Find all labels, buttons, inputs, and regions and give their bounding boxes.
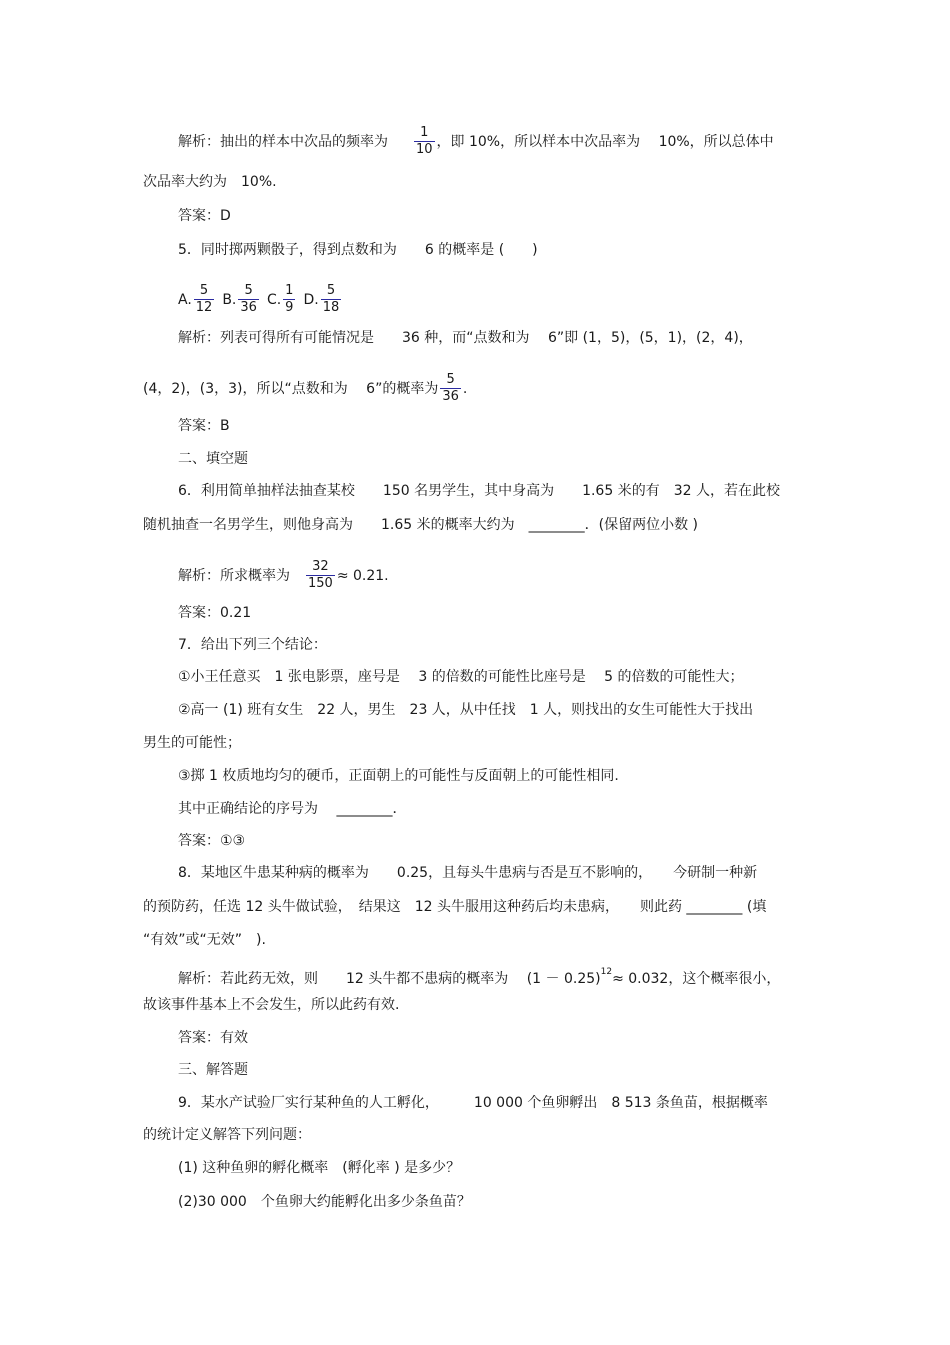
q4-analysis-fraction (414, 125, 435, 158)
q5-option-fraction (321, 283, 342, 316)
section-heading-solve: 三、解答题 (178, 1062, 248, 1078)
q5-analysis-text-c: . (462, 380, 468, 397)
q9-stem-line1: 9．某水产试验厂实行某种鱼的人工孵化， 10 000 个鱼卵孵出 8 513 条鱼苗，根据概率 (178, 1095, 768, 1111)
q7-conclusion-3: ③掷 1 枚质地均匀的硬币，正面朝上的可能性与反面朝上的可能性相同. (178, 768, 619, 784)
fraction-denominator: 150 (308, 576, 333, 591)
fraction-numerator: 1 (285, 283, 294, 298)
q4-analysis-text-b: ，即 10%，所以样本中次品率为 10%，所以总体中 (436, 133, 774, 150)
q8-answer: 答案：有效 (178, 1030, 248, 1046)
q8-stem-line1: 8．某地区牛患某种病的概率为 0.25，且每头牛患病与否是互不影响的， 今研制一种新 (178, 865, 758, 881)
q6-answer: 答案：0.21 (178, 605, 252, 621)
q5-option-label: A. (178, 291, 192, 308)
q6-analysis (178, 559, 389, 592)
q8-analysis-text-b: ≈ 0.032，这个概率很小， (612, 971, 781, 987)
q5-analysis-text-b: (4，2)，(3，3)，所以“点数和为 6”的概率为 (143, 380, 439, 397)
fraction-numerator: 5 (194, 283, 215, 300)
q5-analysis-fraction (440, 372, 461, 405)
q6-stem-line1: 6．利用简单抽样法抽查某校 150 名男学生，其中身高为 1.65 米的有 32 人，若在此校 (178, 483, 780, 499)
q6-stem-line2: 随机抽查一名男学生，则他身高为 1.65 米的概率大约为 ________．(保留两位小数 ) (143, 517, 698, 533)
q6-analysis-fraction (306, 559, 335, 592)
q4-analysis-line1 (178, 125, 774, 158)
fraction-denominator: 10 (416, 142, 433, 157)
q7-stem: 7．给出下列三个结论： (178, 637, 327, 653)
fraction-denominator: 36 (240, 300, 257, 315)
q8-analysis-line2: 故该事件基本上不会发生，所以此药有效. (143, 997, 400, 1013)
q8-exponent: 12 (600, 967, 613, 977)
q5-options (178, 283, 343, 316)
fraction-numerator: 5 (440, 372, 461, 389)
q4-answer: 答案：D (178, 208, 231, 224)
q9-stem-line2: 的统计定义解答下列问题： (143, 1127, 311, 1143)
fraction-numerator: 5 (321, 283, 342, 300)
fraction-denominator: 18 (322, 300, 340, 315)
q5-stem: 5．同时掷两颗骰子，得到点数和为 6 的概率是 ( ) (178, 242, 538, 258)
q4-analysis-text-a: 解析：抽出的样本中次品的频率为 (178, 133, 388, 150)
fraction-denominator: 12 (195, 300, 213, 315)
q7-conclusion-2-line1: ②高一 (1) 班有女生 22 人，男生 23 人，从中任找 1 人，则找出的女生可能性大于找出 (178, 702, 754, 718)
q4-analysis-line2: 次品率大约为 10%. (143, 174, 277, 190)
q5-option-fraction (194, 283, 215, 316)
q6-analysis-text-b: ≈ 0.21. (336, 567, 389, 584)
fraction-denominator: 36 (442, 389, 459, 404)
q8-stem-line2: 的预防药，任选 12 头牛做试验， 结果这 12 头牛服用这种药后均未患病， 则此药 ________ (填 (143, 899, 767, 915)
q5-analysis-line2 (143, 372, 467, 405)
q7-conclusion-2-line2: 男生的可能性； (143, 735, 241, 751)
q5-option-label: C. (266, 291, 282, 308)
q7-answer: 答案：①③ (178, 833, 246, 849)
section-heading-fill-in: 二、填空题 (178, 451, 248, 467)
fraction-numerator: 32 (306, 559, 335, 576)
fraction-numerator: 5 (238, 283, 259, 300)
q6-analysis-text-a: 解析：所求概率为 (178, 567, 290, 584)
fraction-numerator: 1 (414, 125, 435, 142)
q7-conclusion-1: ①小王任意买 1 张电影票，座号是 3 的倍数的可能性比座号是 5 的倍数的可能性大； (178, 669, 744, 685)
q8-analysis-line1 (178, 962, 780, 989)
q7-question: 其中正确结论的序号为 ________． (178, 801, 407, 817)
q5-analysis-line1: 解析：列表可得所有可能情况是 36 种，而“点数和为 6”即 (1，5)，(5，1)，(2，4)， (178, 330, 753, 346)
q9-part-2: (2)30 000 个鱼卵大约能孵化出多少条鱼苗？ (178, 1194, 471, 1210)
q5-option-fraction (238, 283, 259, 316)
q8-analysis-text-a: 解析：若此药无效，则 12 头牛都不患病的概率为 (1 － 0.25) (178, 971, 601, 987)
q9-part-1: (1) 这种鱼卵的孵化概率 (孵化率 ) 是多少？ (178, 1160, 461, 1176)
q5-option-label: D. (303, 291, 319, 308)
q8-stem-line3: “有效”或“无效” ). (143, 932, 266, 948)
q5-option-fraction (283, 283, 295, 316)
q5-option-label: B. (222, 291, 237, 308)
q5-answer: 答案：B (178, 418, 230, 434)
fraction-denominator: 9 (285, 300, 294, 315)
